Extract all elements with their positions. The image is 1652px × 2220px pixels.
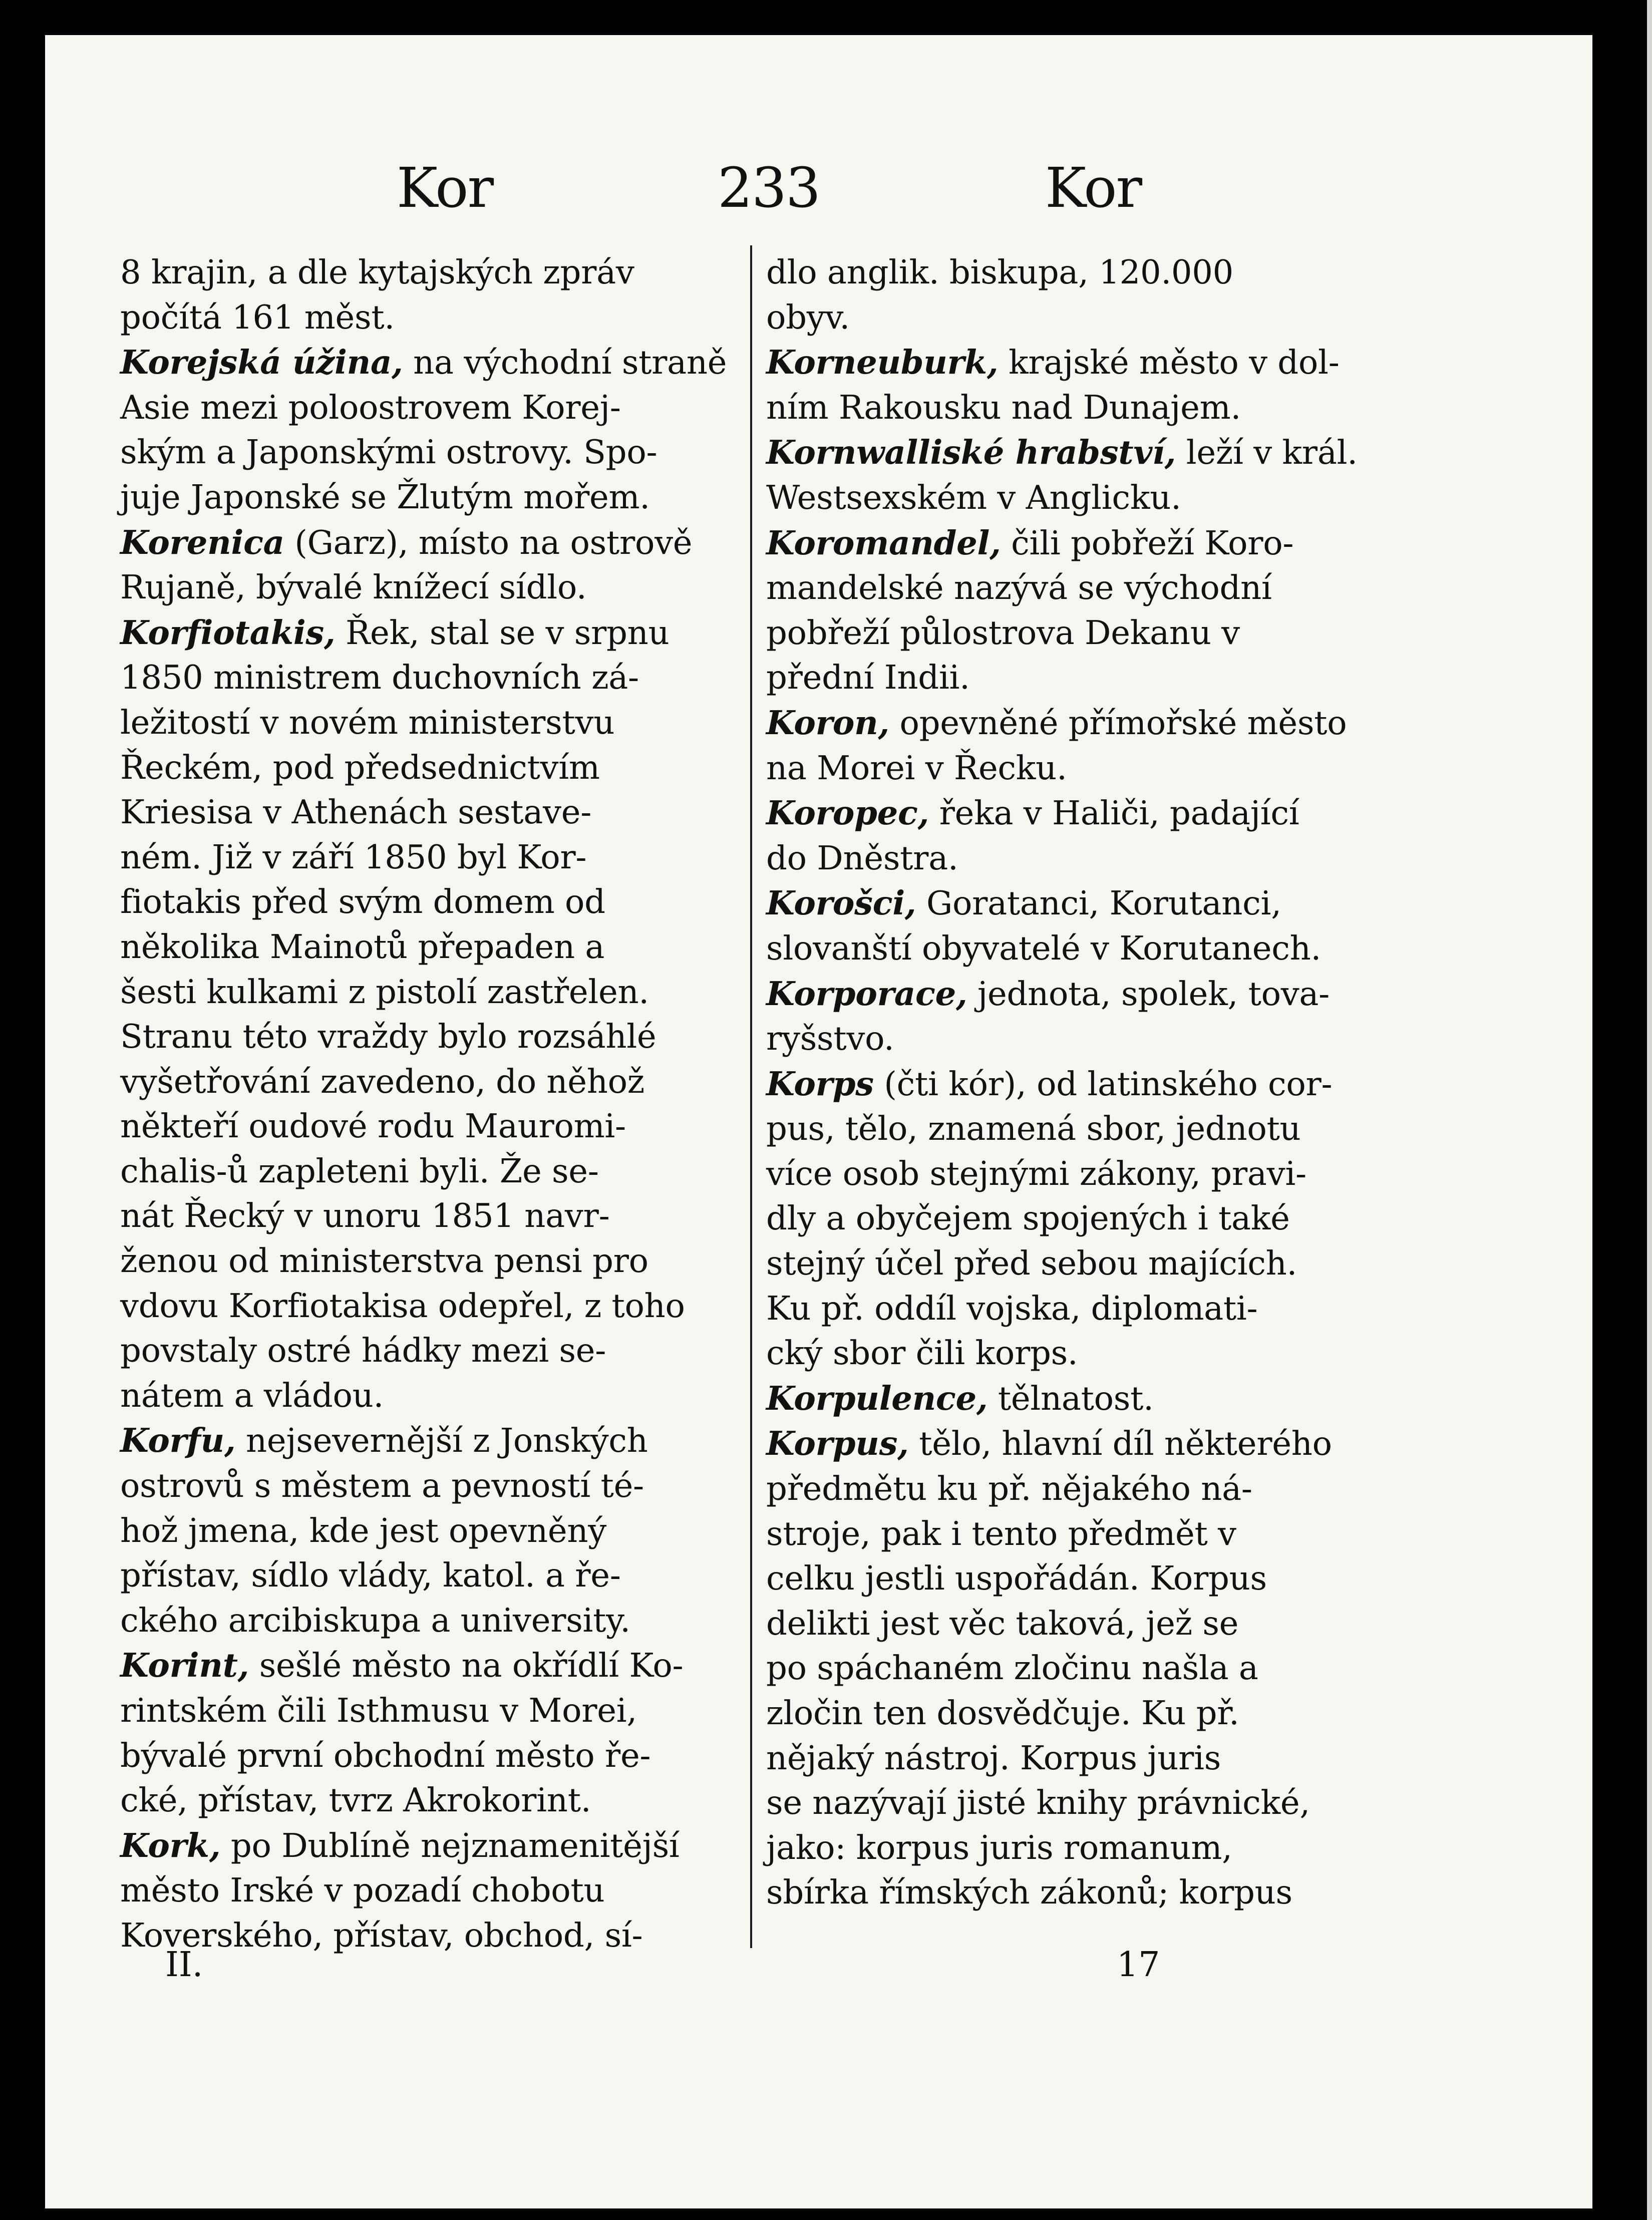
entry-text: rintském čili Isthmusu v Morei, <box>120 1692 637 1730</box>
entry-text: zločin ten dosvědčuje. Ku př. <box>766 1694 1239 1732</box>
entry-line <box>766 1241 1427 1287</box>
entry-text: Goratanci, Korutanci, <box>926 884 1281 923</box>
entry-line <box>766 1826 1427 1871</box>
entry-line <box>120 790 734 835</box>
entry-text: 1850 ministrem duchovních zá- <box>120 659 639 697</box>
entry-line <box>120 340 734 386</box>
running-head-left: Kor <box>397 156 493 220</box>
entry-line <box>120 1239 734 1284</box>
dictionary-entry <box>766 1421 1427 1916</box>
entry-text: šesti kulkami z pistolí zastřelen. <box>120 973 649 1011</box>
entry-text: mandelské nazývá se východní <box>766 569 1272 607</box>
dictionary-entry <box>120 520 734 610</box>
entry-term: Koromandel, <box>766 523 1001 562</box>
entry-text: cký sbor čili korps. <box>766 1334 1078 1373</box>
entry-text: ném. Již v září 1850 byl Kor- <box>120 838 587 876</box>
entry-text: jako: korpus juris romanum, <box>766 1828 1232 1867</box>
entry-text: pobřeží půlostrova Dekanu v <box>766 613 1240 652</box>
entry-text: po Dublíně nejznamenitější <box>230 1826 680 1865</box>
entry-term: Koropec, <box>766 794 929 833</box>
entry-line <box>766 295 1427 341</box>
entry-line <box>766 566 1427 611</box>
entry-text: řeka v Haliči, padající <box>939 794 1299 833</box>
entry-line <box>120 1553 734 1599</box>
entry-text: přední Indii. <box>766 659 970 697</box>
entry-line <box>766 1062 1427 1107</box>
entry-line <box>766 836 1427 881</box>
entry-text: (čti kór), od latinského cor- <box>884 1065 1333 1103</box>
entry-term: Korps <box>766 1064 874 1103</box>
entry-line <box>120 880 734 925</box>
entry-text: Westsexském v Anglicku. <box>766 478 1181 517</box>
entry-text: Kriesisa v Athenách sestave- <box>120 793 592 832</box>
entry-text: dly a obyčejem spojených i také <box>766 1199 1290 1238</box>
entry-line <box>766 881 1427 926</box>
entry-text: hož jmena, kde jest opevněný <box>120 1511 606 1550</box>
entry-term: Kornwalliské hrabství, <box>766 433 1176 472</box>
entry-text: Řeckém, pod předsednictvím <box>120 748 600 787</box>
entry-text: po spáchaném zločinu našla a <box>766 1649 1258 1688</box>
entry-line <box>120 1778 734 1823</box>
entry-text: juje Japonské se Žlutým mořem. <box>120 478 650 516</box>
entry-text: nějaký nástroj. Korpus juris <box>766 1739 1221 1777</box>
entry-line <box>766 611 1427 656</box>
entry-line <box>120 1104 734 1149</box>
entry-term: Koron, <box>766 703 889 742</box>
entry-text: ostrovů s městem a pevností té- <box>120 1467 644 1505</box>
entry-line <box>766 1331 1427 1376</box>
entry-line <box>120 1868 734 1914</box>
entry-line <box>766 1736 1427 1781</box>
entry-line <box>120 295 734 341</box>
dictionary-entry <box>766 340 1427 430</box>
entry-text: obyv. <box>766 298 850 337</box>
entry-line <box>120 1734 734 1779</box>
entry-text: několika Mainotů přepaden a <box>120 927 605 966</box>
entry-text: stejný účel před sebou majících. <box>766 1244 1297 1283</box>
entry-line <box>766 1556 1427 1602</box>
dictionary-entry <box>766 881 1427 971</box>
entry-text: opevněné přímořské město <box>899 704 1347 742</box>
entry-text: počítá 161 měst. <box>120 298 395 337</box>
entry-text: někteří oudové rodu Mauromi- <box>120 1107 626 1146</box>
entry-text: se nazývají jisté knihy právnické, <box>766 1784 1310 1822</box>
entry-line <box>120 1823 734 1869</box>
entry-line <box>766 1646 1427 1691</box>
entry-text: ležitostí v novém ministerstvu <box>120 703 615 742</box>
entry-text: sbírka římských zákonů; korpus <box>766 1873 1292 1912</box>
left-column <box>120 250 734 1959</box>
entry-line <box>120 1509 734 1554</box>
entry-text: jednota, spolek, tova- <box>977 975 1330 1013</box>
entry-text: krajské město v dol- <box>1008 344 1340 382</box>
column-divider <box>750 245 752 1948</box>
entry-line <box>766 1017 1427 1062</box>
entry-term: Korneuburk, <box>766 343 999 382</box>
entry-text: předmětu ku př. nějakého ná- <box>766 1470 1252 1508</box>
entry-text: ckého arcibiskupa a university. <box>120 1601 630 1640</box>
entry-text: ním Rakousku nad Dunajem. <box>766 388 1241 427</box>
entry-text: celku jestli uspořádán. Korpus <box>766 1559 1267 1598</box>
right-column <box>766 250 1427 1916</box>
entry-line <box>120 1015 734 1060</box>
entry-line <box>766 1602 1427 1647</box>
entry-term: Kork, <box>120 1826 221 1865</box>
entry-line <box>766 926 1427 972</box>
entry-text: pus, tělo, znamená sbor, jednotu <box>766 1110 1301 1148</box>
entry-text: na Morei v Řecku. <box>766 749 1067 787</box>
entry-line <box>120 835 734 880</box>
dictionary-entry <box>766 972 1427 1062</box>
entry-line <box>766 1781 1427 1826</box>
entry-line <box>766 1107 1427 1152</box>
entry-text: město Irské v pozadí chobotu <box>120 1871 605 1910</box>
dictionary-entry <box>766 250 1427 340</box>
page-number: 233 <box>718 156 820 220</box>
dictionary-entry <box>120 1643 734 1823</box>
entry-line <box>766 1467 1427 1512</box>
entry-text: dlo anglik. biskupa, 120.000 <box>766 253 1233 291</box>
entry-line <box>120 1329 734 1374</box>
entry-text: ským a Japonskými ostrovy. Spo- <box>120 433 657 472</box>
signature-mark: II. <box>165 1945 203 1985</box>
entry-text: slovanští obyvatelé v Korutanech. <box>766 929 1321 968</box>
entry-line <box>120 1060 734 1105</box>
entry-line <box>120 430 734 475</box>
entry-line <box>766 1376 1427 1422</box>
entry-line <box>766 250 1427 295</box>
entry-text: Řek, stal se v srpnu <box>346 613 670 652</box>
entry-line <box>120 1599 734 1644</box>
entry-text: nátem a vládou. <box>120 1376 384 1415</box>
entry-line <box>766 521 1427 566</box>
dictionary-entry <box>766 701 1427 791</box>
dictionary-entry <box>120 340 734 520</box>
entry-line <box>120 1914 734 1959</box>
entry-line <box>120 1374 734 1419</box>
entry-text: povstaly ostré hádky mezi se- <box>120 1332 606 1370</box>
entry-term: Korenica <box>120 523 284 562</box>
dictionary-entry <box>120 250 734 340</box>
entry-line <box>766 1196 1427 1241</box>
dictionary-entry <box>120 610 734 1419</box>
entry-text: stroje, pak i tento předmět v <box>766 1514 1236 1553</box>
entry-line <box>120 565 734 610</box>
entry-text: (Garz), místo na ostrově <box>294 523 693 562</box>
entry-line <box>766 386 1427 431</box>
entry-text: ryšstvo. <box>766 1020 894 1058</box>
entry-text: tělo, hlavní díl některého <box>919 1425 1332 1463</box>
entry-term: Korfiotakis, <box>120 613 336 652</box>
entry-text: přístav, sídlo vlády, katol. a ře- <box>120 1556 621 1595</box>
entry-term: Korpulence, <box>766 1379 988 1418</box>
entry-line <box>120 386 734 431</box>
entry-text: na východní straně <box>413 344 727 382</box>
entry-line <box>120 1464 734 1509</box>
dictionary-entry <box>766 430 1427 520</box>
entry-line <box>766 656 1427 701</box>
sheet-number: 17 <box>1117 1945 1160 1985</box>
entry-line <box>120 1284 734 1329</box>
entry-line <box>120 970 734 1015</box>
entry-line <box>120 1643 734 1689</box>
entry-line <box>120 1149 734 1194</box>
entry-text: Stranu této vraždy bylo rozsáhlé <box>120 1018 656 1056</box>
entry-line <box>766 1691 1427 1736</box>
entry-line <box>766 791 1427 836</box>
entry-text: nejsevernější z Jonských <box>246 1422 648 1460</box>
entry-line <box>766 972 1427 1017</box>
entry-text: cké, přístav, tvrz Akrokorint. <box>120 1781 591 1820</box>
entry-text: Koverského, přístav, obchod, sí- <box>120 1916 643 1955</box>
dictionary-entry <box>766 791 1427 881</box>
entry-line <box>766 340 1427 386</box>
entry-line <box>766 1287 1427 1332</box>
entry-text: do Dněstra. <box>766 839 958 877</box>
entry-line <box>766 746 1427 791</box>
entry-line <box>766 1152 1427 1197</box>
entry-line <box>120 1418 734 1464</box>
entry-term: Korfu, <box>120 1421 236 1460</box>
entry-line <box>120 656 734 701</box>
entry-line <box>766 476 1427 521</box>
entry-text: nát Řecký v unoru 1851 navr- <box>120 1197 610 1235</box>
entry-line <box>766 701 1427 746</box>
dictionary-entry <box>766 1062 1427 1376</box>
entry-line <box>766 1421 1427 1467</box>
entry-line <box>120 520 734 566</box>
entry-text: sešlé město na okřídlí Ko- <box>259 1647 684 1685</box>
entry-text: Asie mezi poloostrovem Korej- <box>120 388 621 427</box>
entry-line <box>120 746 734 791</box>
entry-line <box>120 1194 734 1239</box>
entry-line <box>120 701 734 746</box>
entry-term: Korošci, <box>766 884 916 923</box>
entry-text: leží v král. <box>1186 434 1358 472</box>
entry-text: čili pobřeží Koro- <box>1011 524 1294 562</box>
entry-term: Korpus, <box>766 1424 909 1463</box>
entry-text: vdovu Korfiotakisa odepřel, z toho <box>120 1287 685 1325</box>
dictionary-entry <box>120 1418 734 1643</box>
entry-text: Rujaně, bývalé knížecí sídlo. <box>120 568 587 607</box>
entry-line <box>766 1512 1427 1557</box>
book-page <box>45 35 1592 2208</box>
entry-line <box>120 1689 734 1734</box>
entry-text: bývalé první obchodní město ře- <box>120 1736 651 1775</box>
dictionary-entry <box>120 1823 734 1959</box>
entry-text: Ku př. oddíl vojska, diplomati- <box>766 1289 1258 1328</box>
entry-line <box>120 610 734 656</box>
entry-text: 8 krajin, a dle kytajských zpráv <box>120 253 634 291</box>
entry-text: ženou od ministerstva pensi pro <box>120 1242 648 1281</box>
entry-text: vyšetřování zavedeno, do něhož <box>120 1062 644 1101</box>
entry-text: fiotakis před svým domem od <box>120 883 605 921</box>
entry-line <box>120 250 734 295</box>
entry-line <box>120 925 734 970</box>
entry-line <box>120 475 734 520</box>
page-edge <box>1647 0 1652 2220</box>
entry-text: více osob stejnými zákony, pravi- <box>766 1154 1306 1193</box>
entry-term: Korint, <box>120 1646 249 1685</box>
entry-text: chalis-ů zapleteni byli. Že se- <box>120 1152 599 1190</box>
entry-term: Korporace, <box>766 974 967 1013</box>
entry-line <box>766 430 1427 476</box>
running-head-right: Kor <box>1045 156 1142 220</box>
dictionary-entry <box>766 521 1427 701</box>
entry-term: Korejská úžina, <box>120 343 403 382</box>
entry-line <box>766 1870 1427 1916</box>
entry-text: tělnatost. <box>998 1379 1154 1418</box>
entry-text: delikti jest věc taková, jež se <box>766 1604 1239 1643</box>
dictionary-entry <box>766 1376 1427 1422</box>
